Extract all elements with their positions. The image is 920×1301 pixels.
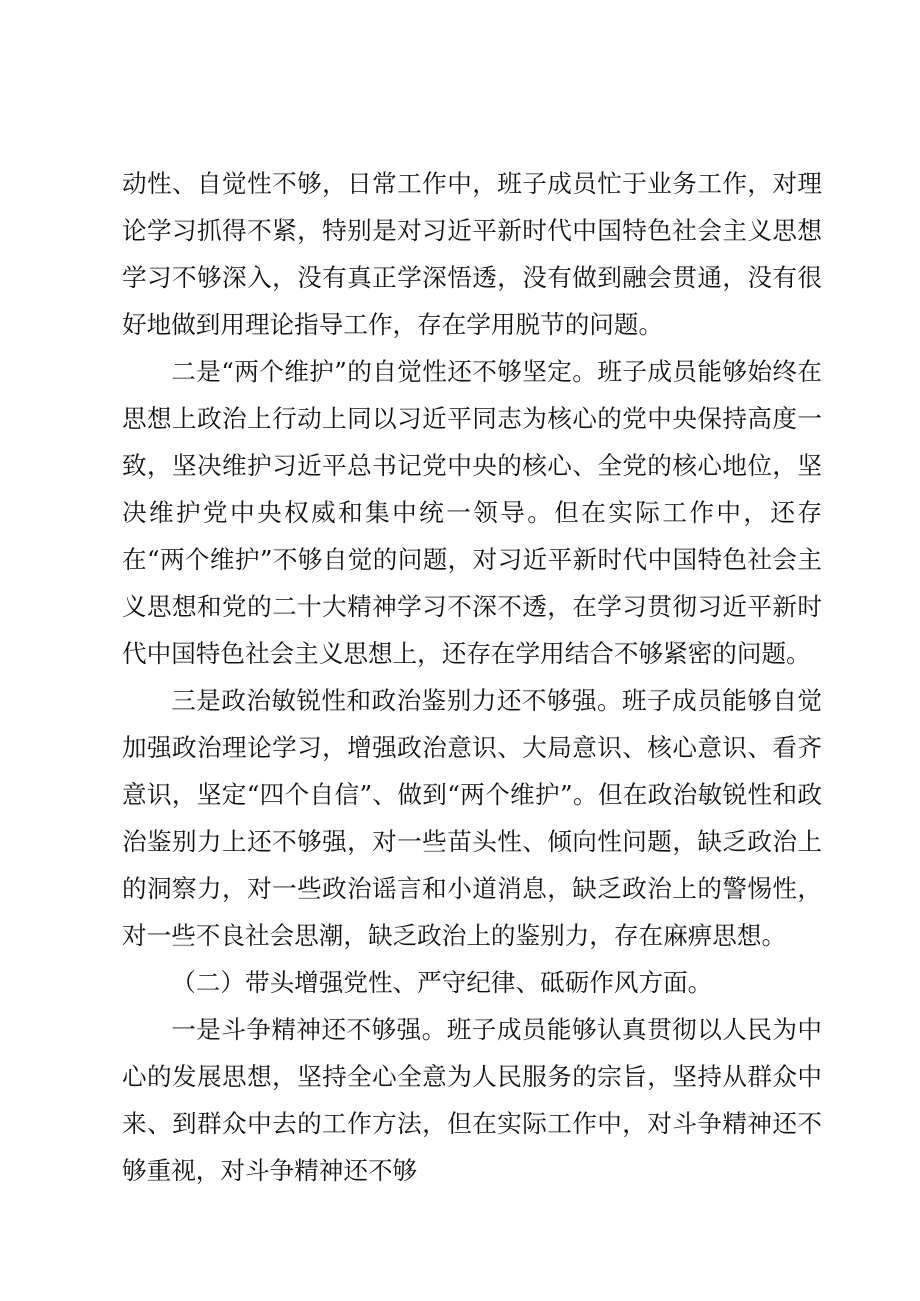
paragraph-point-three: 三是政治敏锐性和政治鉴别力还不够强。班子成员能够自觉加强政治理论学习，增强政治意识、大局意识、核心意识、看齐意识，坚定“四个自信”、做到“两个维护”。但在政治敏锐性和政治鉴别力上还不够强，对一些苗头性、倾向性问题，缺乏政治上的洞察力，对一些政治谣言和小道消息，缺乏政治上的警惕性，对一些不良社会思潮，缺乏政治上的鉴别力，存在麻痹思想。: [122, 686, 822, 950]
document-body: [122, 160, 822, 1194]
paragraph-continuation: 动性、自觉性不够，日常工作中，班子成员忙于业务工作，对理论学习抓得不紧，特别是对习近平新时代中国特色社会主义思想学习不够深入，没有真正学深悟透，没有做到融会贯通，没有很好地做到用理论指导工作，存在学用脱节的问题。: [122, 169, 822, 339]
paragraph-point-one: 一是斗争精神还不够强。班子成员能够认真贯彻以人民为中心的发展思想，坚持全心全意为人民服务的宗旨，坚持从群众中来、到群众中去的工作方法，但在实际工作中，对斗争精神还不够重视，对斗争精神还不够: [122, 1015, 822, 1185]
section-heading-two: （二）带头增强党性、严守纪律、砥砺作风方面。: [171, 968, 713, 997]
paragraph-point-two: 二是“两个维护”的自觉性还不够坚定。班子成员能够始终在思想上政治上行动上同以习近平同志为核心的党中央保持高度一致，坚决维护习近平总书记党中央的核心、全党的核心地位，坚决维护党中央权威和集中统一领导。但在实际工作中，还存在“两个维护”不够自觉的问题，对习近平新时代中国特色社会主义思想和党的二十大精神学习不深不透，在学习贯彻习近平新时代中国特色社会主义思想上，还存在学用结合不够紧密的问题。: [122, 357, 822, 668]
